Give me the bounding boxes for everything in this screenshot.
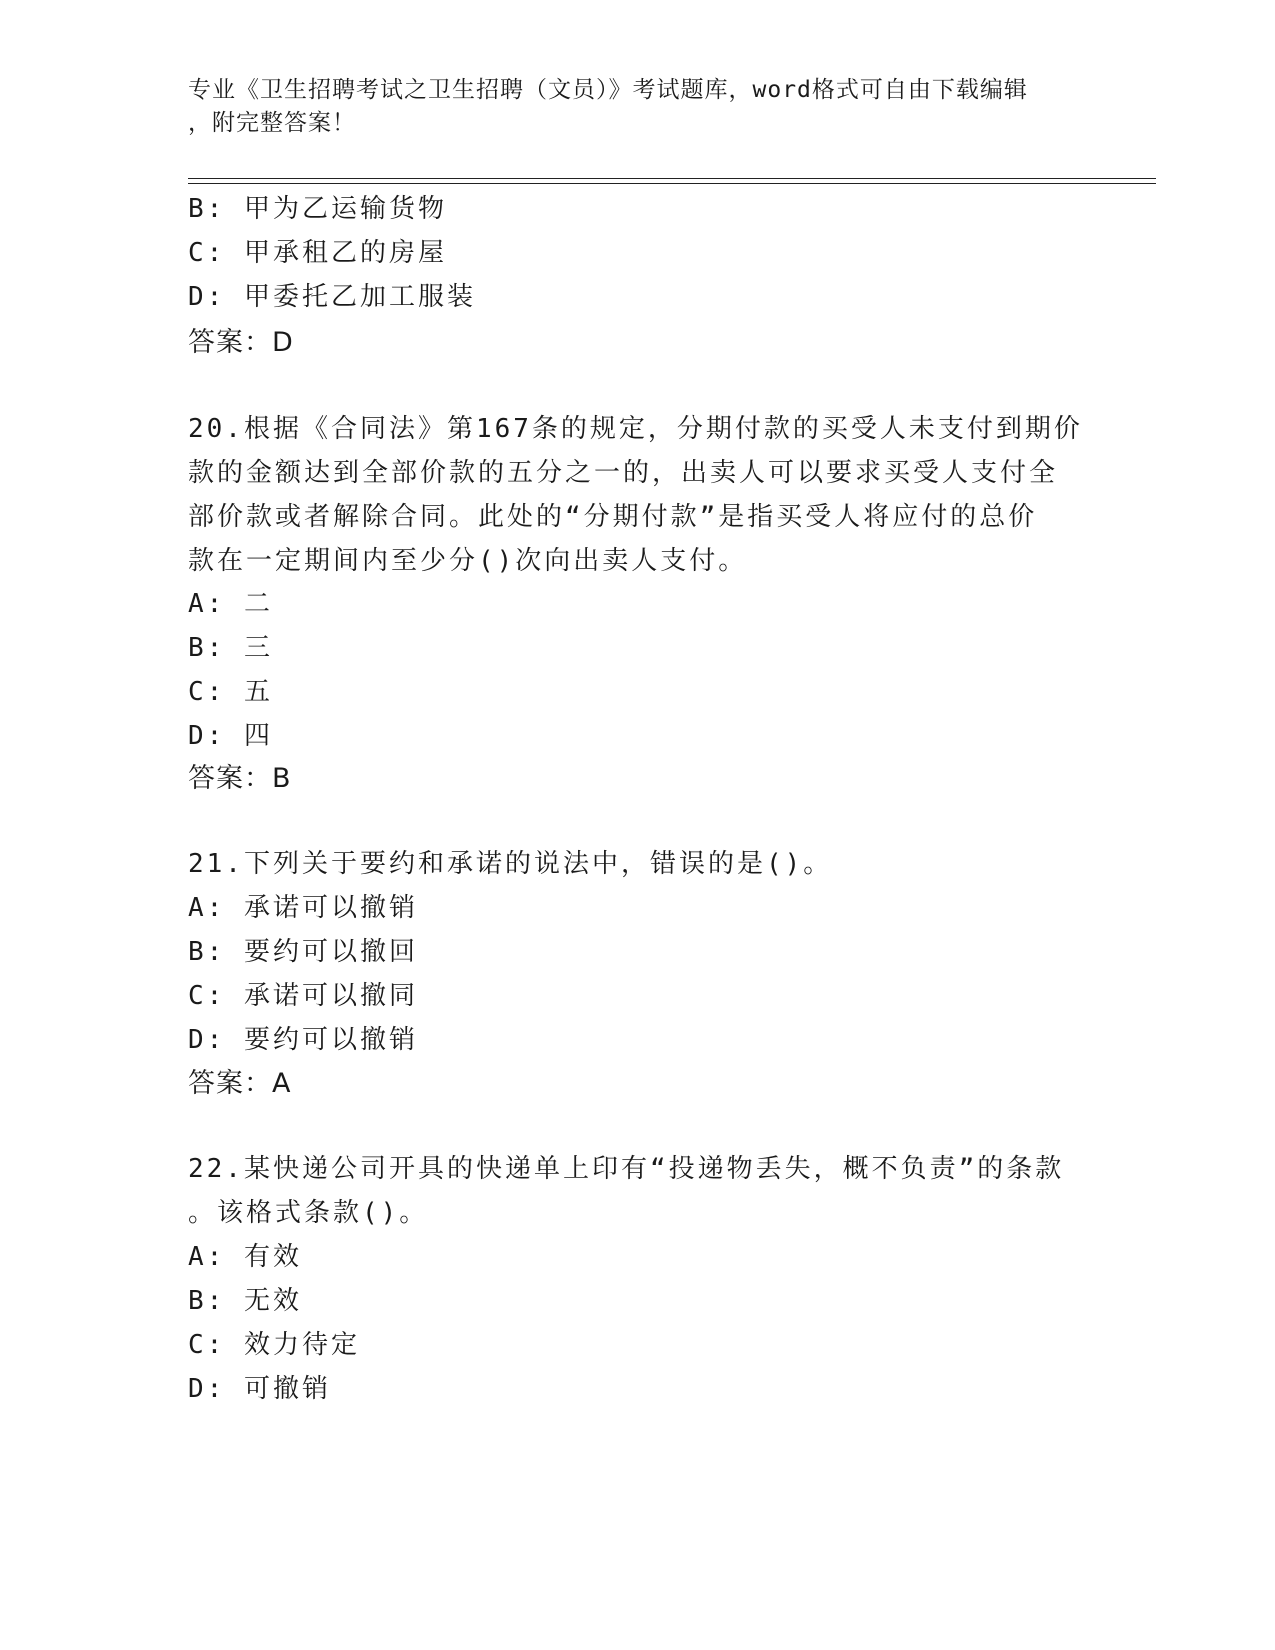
q21-option-c: C: 承诺可以撤同 — [188, 981, 418, 1011]
q20-stem-line-4: 款在一定期间内至少分()次向出卖人支付。 — [188, 546, 748, 576]
q21-option-a: A: 承诺可以撤销 — [188, 893, 418, 923]
prev-option-b: B: 甲为乙运输货物 — [188, 194, 447, 224]
q21-answer: 答案：A — [188, 1068, 292, 1099]
prev-option-c: C: 甲承租乙的房屋 — [188, 238, 447, 268]
q21-stem-line-1: 21.下列关于要约和承诺的说法中，错误的是()。 — [188, 849, 833, 879]
q20-stem-line-2: 款的金额达到全部价款的五分之一的，出卖人可以要求买受人支付全 — [188, 458, 1059, 488]
q20-stem-line-1: 20.根据《合同法》第167条的规定，分期付款的买受人未支付到期价 — [188, 414, 1083, 444]
q20-option-a: A: 二 — [188, 589, 273, 619]
q20-answer: 答案：B — [188, 763, 292, 794]
prev-option-d: D: 甲委托乙加工服装 — [188, 282, 476, 312]
q21-option-d: D: 要约可以撤销 — [188, 1025, 418, 1055]
prev-answer: 答案：D — [188, 327, 294, 358]
header-line-1: 专业《卫生招聘考试之卫生招聘（文员）》考试题库，word格式可自由下载编辑 — [188, 77, 1028, 103]
header-line-2: ，附完整答案！ — [188, 110, 356, 136]
q22-option-b: B: 无效 — [188, 1286, 302, 1316]
q22-option-d: D: 可撤销 — [188, 1374, 331, 1404]
q20-option-c: C: 五 — [188, 677, 273, 707]
q22-option-c: C: 效力待定 — [188, 1330, 360, 1360]
q21-option-b: B: 要约可以撤回 — [188, 937, 418, 967]
q20-stem-line-3: 部价款或者解除合同。此处的“分期付款”是指买受人将应付的总价 — [188, 502, 1038, 532]
header-divider-top — [188, 178, 1156, 179]
q20-option-b: B: 三 — [188, 633, 273, 663]
q22-option-a: A: 有效 — [188, 1242, 302, 1272]
document-header — [188, 74, 1088, 140]
header-divider-bottom — [188, 183, 1156, 184]
q22-stem-line-1: 22.某快递公司开具的快递单上印有“投递物丢失，概不负责”的条款 — [188, 1154, 1065, 1184]
q22-stem-line-2: 。该格式条款()。 — [188, 1198, 429, 1228]
q20-option-d: D: 四 — [188, 721, 273, 751]
